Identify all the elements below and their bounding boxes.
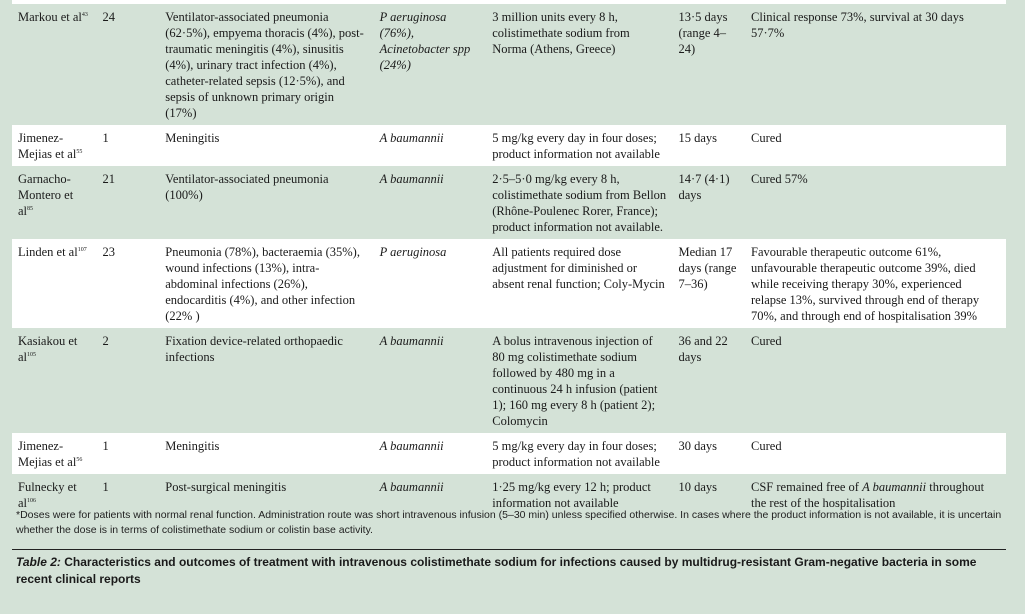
infection-cell: Pneumonia (78%), bacteraemia (35%), wound infections (13%), intra-abdominal infections (26%), endocarditis (4%), and other infection (22% )	[159, 239, 373, 328]
outcome-cell: Cured	[745, 328, 1006, 433]
outcome-cell: Cured 57%	[745, 166, 1006, 239]
outcome-cell: CSF remained free of A baumannii throughout the rest of the hospitalisation	[745, 474, 1006, 515]
duration-cell: 10 days	[672, 474, 745, 515]
study-cell: Markou et $al^{43}$	[12, 4, 96, 125]
study-cell: Jimenez-Mejias et $al^{56}$	[12, 433, 96, 474]
infection-cell: Ventilator-associated pneumonia (100%)	[159, 166, 373, 239]
study-cell: Kasiakou et $al^{105}$	[12, 328, 96, 433]
patients-cell: 2	[96, 328, 159, 433]
table-row	[12, 4, 1006, 125]
duration-cell: 36 and 22 days	[672, 328, 745, 433]
infection-cell: Ventilator-associated pneumonia (62·5%), empyema thoracis (4%), post-traumatic meningitis (4%), sinusitis (4%), urinary tract infection (4%), catheter-related sepsis (12·5%), and sepsis of unknown primary origin (17%)	[159, 4, 373, 125]
outcome-cell: Cured	[745, 125, 1006, 166]
study-cell: Jimenez-Mejias et $al^{55}$	[12, 125, 96, 166]
dose-cell: 2·5–5·0 mg/kg every 8 h, colistimethate sodium from Bellon (Rhône-Poulenec Rorer, France); product information not available.	[486, 166, 672, 239]
results-table	[12, 4, 1006, 515]
dose-cell: 5 mg/kg every day in four doses; product information not available	[486, 433, 672, 474]
dose-cell: 1·25 mg/kg every 12 h; product information not available	[486, 474, 672, 515]
duration-cell: Median 17 days (range 7–36)	[672, 239, 745, 328]
caption-number: Table 2:	[16, 555, 61, 569]
duration-cell: 30 days	[672, 433, 745, 474]
duration-cell: 13·5 days (range 4–24)	[672, 4, 745, 125]
table-caption	[12, 554, 1006, 588]
infection-cell: Post-surgical meningitis	[159, 474, 373, 515]
table-row	[12, 125, 1006, 166]
study-cell: Linden et $al^{107}$	[12, 239, 96, 328]
duration-cell: 14·7 (4·1) days	[672, 166, 745, 239]
bacteria-cell: A baumannii	[374, 166, 487, 239]
table-row	[12, 166, 1006, 239]
outcome-cell: Clinical response 73%, survival at 30 days 57·7%	[745, 4, 1006, 125]
bacteria-cell: A baumannii	[374, 328, 487, 433]
table-row	[12, 433, 1006, 474]
study-cell: Fulnecky et $al^{106}$	[12, 474, 96, 515]
patients-cell: 24	[96, 4, 159, 125]
infection-cell: Meningitis	[159, 433, 373, 474]
outcome-cell: Cured	[745, 433, 1006, 474]
table-row	[12, 239, 1006, 328]
study-cell: Garnacho-Montero et $al^{85}$	[12, 166, 96, 239]
dose-cell: A bolus intravenous injection of 80 mg colistimethate sodium followed by 480 mg in a continuous 24 h infusion (patient 1); 160 mg every 8 h (patient 2); Colomycin	[486, 328, 672, 433]
caption-divider	[12, 549, 1006, 550]
patients-cell: 1	[96, 433, 159, 474]
table-footnote: *Doses were for patients with normal renal function. Administration route was short intravenous infusion (5–30 min) unless specified otherwise. In cases where the product information is not available, it is uncertain whether the dose is in terms of colistimethate sodium or colistin base activity.	[16, 509, 1002, 536]
outcome-cell: Favourable therapeutic outcome 61%, unfavourable therapeutic outcome 39%, died while receiving therapy 30%, experienced relapse 13%, survived through end of therapy 70%, and through end of hospitalisation 39%	[745, 239, 1006, 328]
patients-cell: 1	[96, 474, 159, 515]
patients-cell: 23	[96, 239, 159, 328]
infection-cell: Meningitis	[159, 125, 373, 166]
duration-cell: 15 days	[672, 125, 745, 166]
bacteria-cell: P aeruginosa	[374, 239, 487, 328]
bacteria-cell: A baumannii	[374, 125, 487, 166]
bacteria-cell: A baumannii	[374, 433, 487, 474]
dose-cell: All patients required dose adjustment for diminished or absent renal function; Coly-Mycin	[486, 239, 672, 328]
caption-text: Characteristics and outcomes of treatment with intravenous colistimethate sodium for infections caused by multidrug-resistant Gram-negative bacteria in some recent clinical reports	[16, 555, 977, 586]
patients-cell: 1	[96, 125, 159, 166]
dose-cell: 3 million units every 8 h, colistimethate sodium from Norma (Athens, Greece)	[486, 4, 672, 125]
bacteria-cell: P aeruginosa (76%), Acinetobacter spp (24%)	[374, 4, 487, 125]
infection-cell: Fixation device-related orthopaedic infections	[159, 328, 373, 433]
bacteria-cell: A baumannii	[374, 474, 487, 515]
patients-cell: 21	[96, 166, 159, 239]
table-row	[12, 328, 1006, 433]
dose-cell: 5 mg/kg every day in four doses; product information not available	[486, 125, 672, 166]
